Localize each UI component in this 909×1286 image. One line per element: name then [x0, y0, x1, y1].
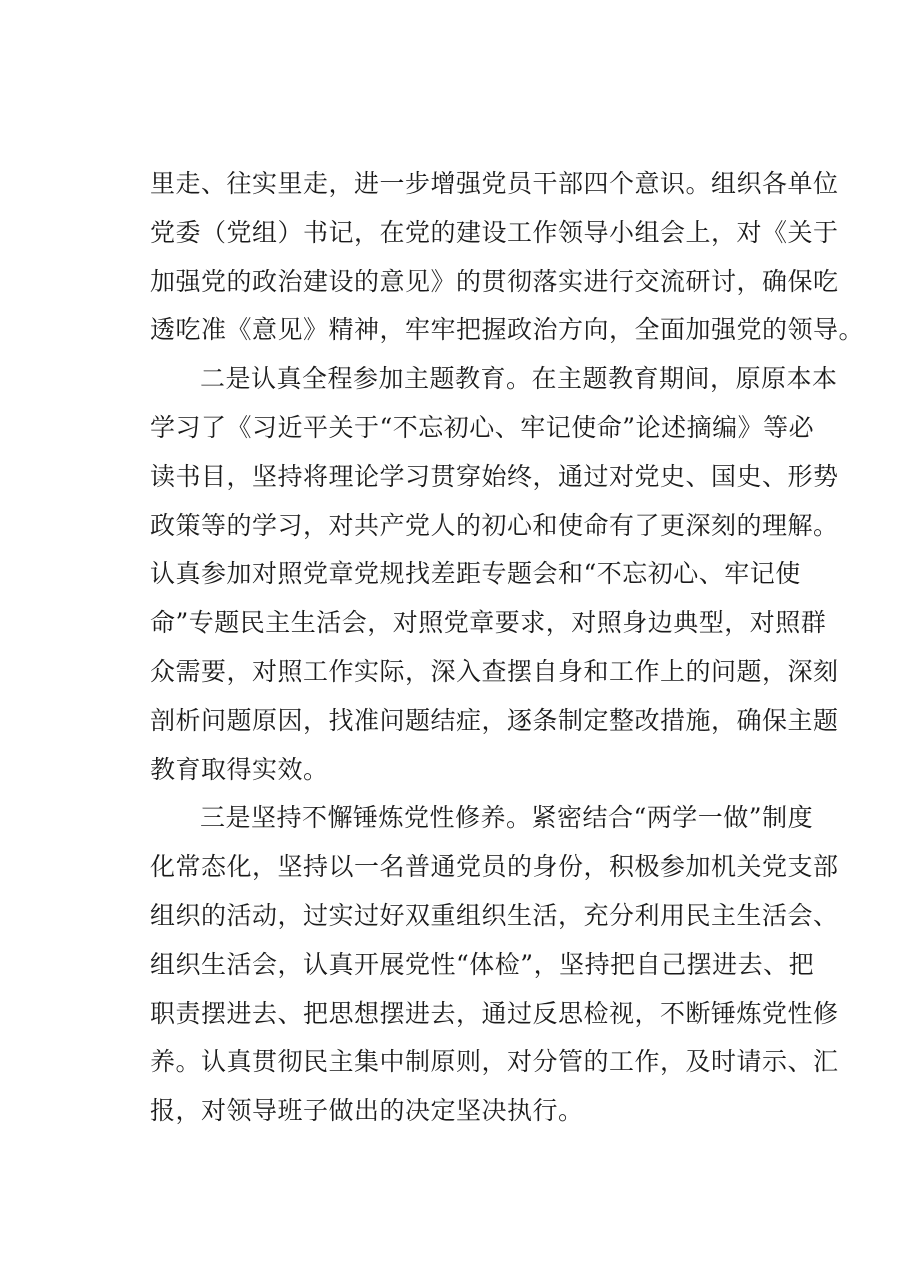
- text-line: 读书目，坚持将理论学习贯穿始终，通过对党史、国史、形势: [150, 461, 839, 491]
- text-line: 职责摆进去、把思想摆进去，通过反思检视，不断锤炼党性修: [150, 998, 839, 1028]
- text-line: 党委（党组）书记，在党的建设工作领导小组会上，对《关于: [150, 217, 839, 247]
- body-text: [150, 160, 865, 1136]
- text-line: 教育取得实效。: [150, 754, 329, 784]
- text-line: 加强党的政治建设的意见》的贯彻落实进行交流研讨，确保吃: [150, 266, 839, 296]
- text-line: 认真参加对照党章党规找差距专题会和“不忘初心、牢记使: [150, 559, 801, 589]
- text-line: 养。认真贯彻民主集中制原则，对分管的工作，及时请示、汇: [150, 1047, 839, 1077]
- text-line: 组织的活动，过实过好双重组织生活，充分利用民主生活会、: [150, 900, 839, 930]
- text-line: 命”专题民主生活会，对照党章要求，对照身边典型，对照群: [150, 608, 827, 638]
- text-line: 剖析问题原因，找准问题结症，逐条制定整改措施，确保主题: [150, 705, 839, 735]
- text-line: 透吃准《意见》精神，牢牢把握政治方向，全面加强党的领导。: [150, 315, 865, 345]
- text-line: 三是坚持不懈锤炼党性修养。紧密结合“两学一做”制度: [200, 803, 814, 833]
- paragraph-1: [150, 160, 865, 355]
- text-line: 报，对领导班子做出的决定坚决执行。: [150, 1096, 584, 1126]
- text-line: 里走、往实里走，进一步增强党员干部四个意识。组织各单位: [150, 169, 839, 198]
- text-line: 众需要，对照工作实际，深入查摆自身和工作上的问题，深刻: [150, 656, 839, 686]
- text-line: 二是认真全程参加主题教育。在主题教育期间，原原本本: [200, 364, 838, 394]
- text-line: 化常态化，坚持以一名普通党员的身份，积极参加机关党支部: [150, 852, 839, 882]
- paragraph-2: [150, 355, 839, 794]
- text-line: 学习了《习近平关于“不忘初心、牢记使命”论述摘编》等必: [150, 412, 815, 442]
- text-line: 组织生活会，认真开展党性“体检”，坚持把自己摆进去、把: [150, 949, 815, 979]
- text-line: 政策等的学习，对共产党人的初心和使命有了更深刻的理解。: [150, 510, 839, 540]
- paragraph-3: [150, 794, 839, 1136]
